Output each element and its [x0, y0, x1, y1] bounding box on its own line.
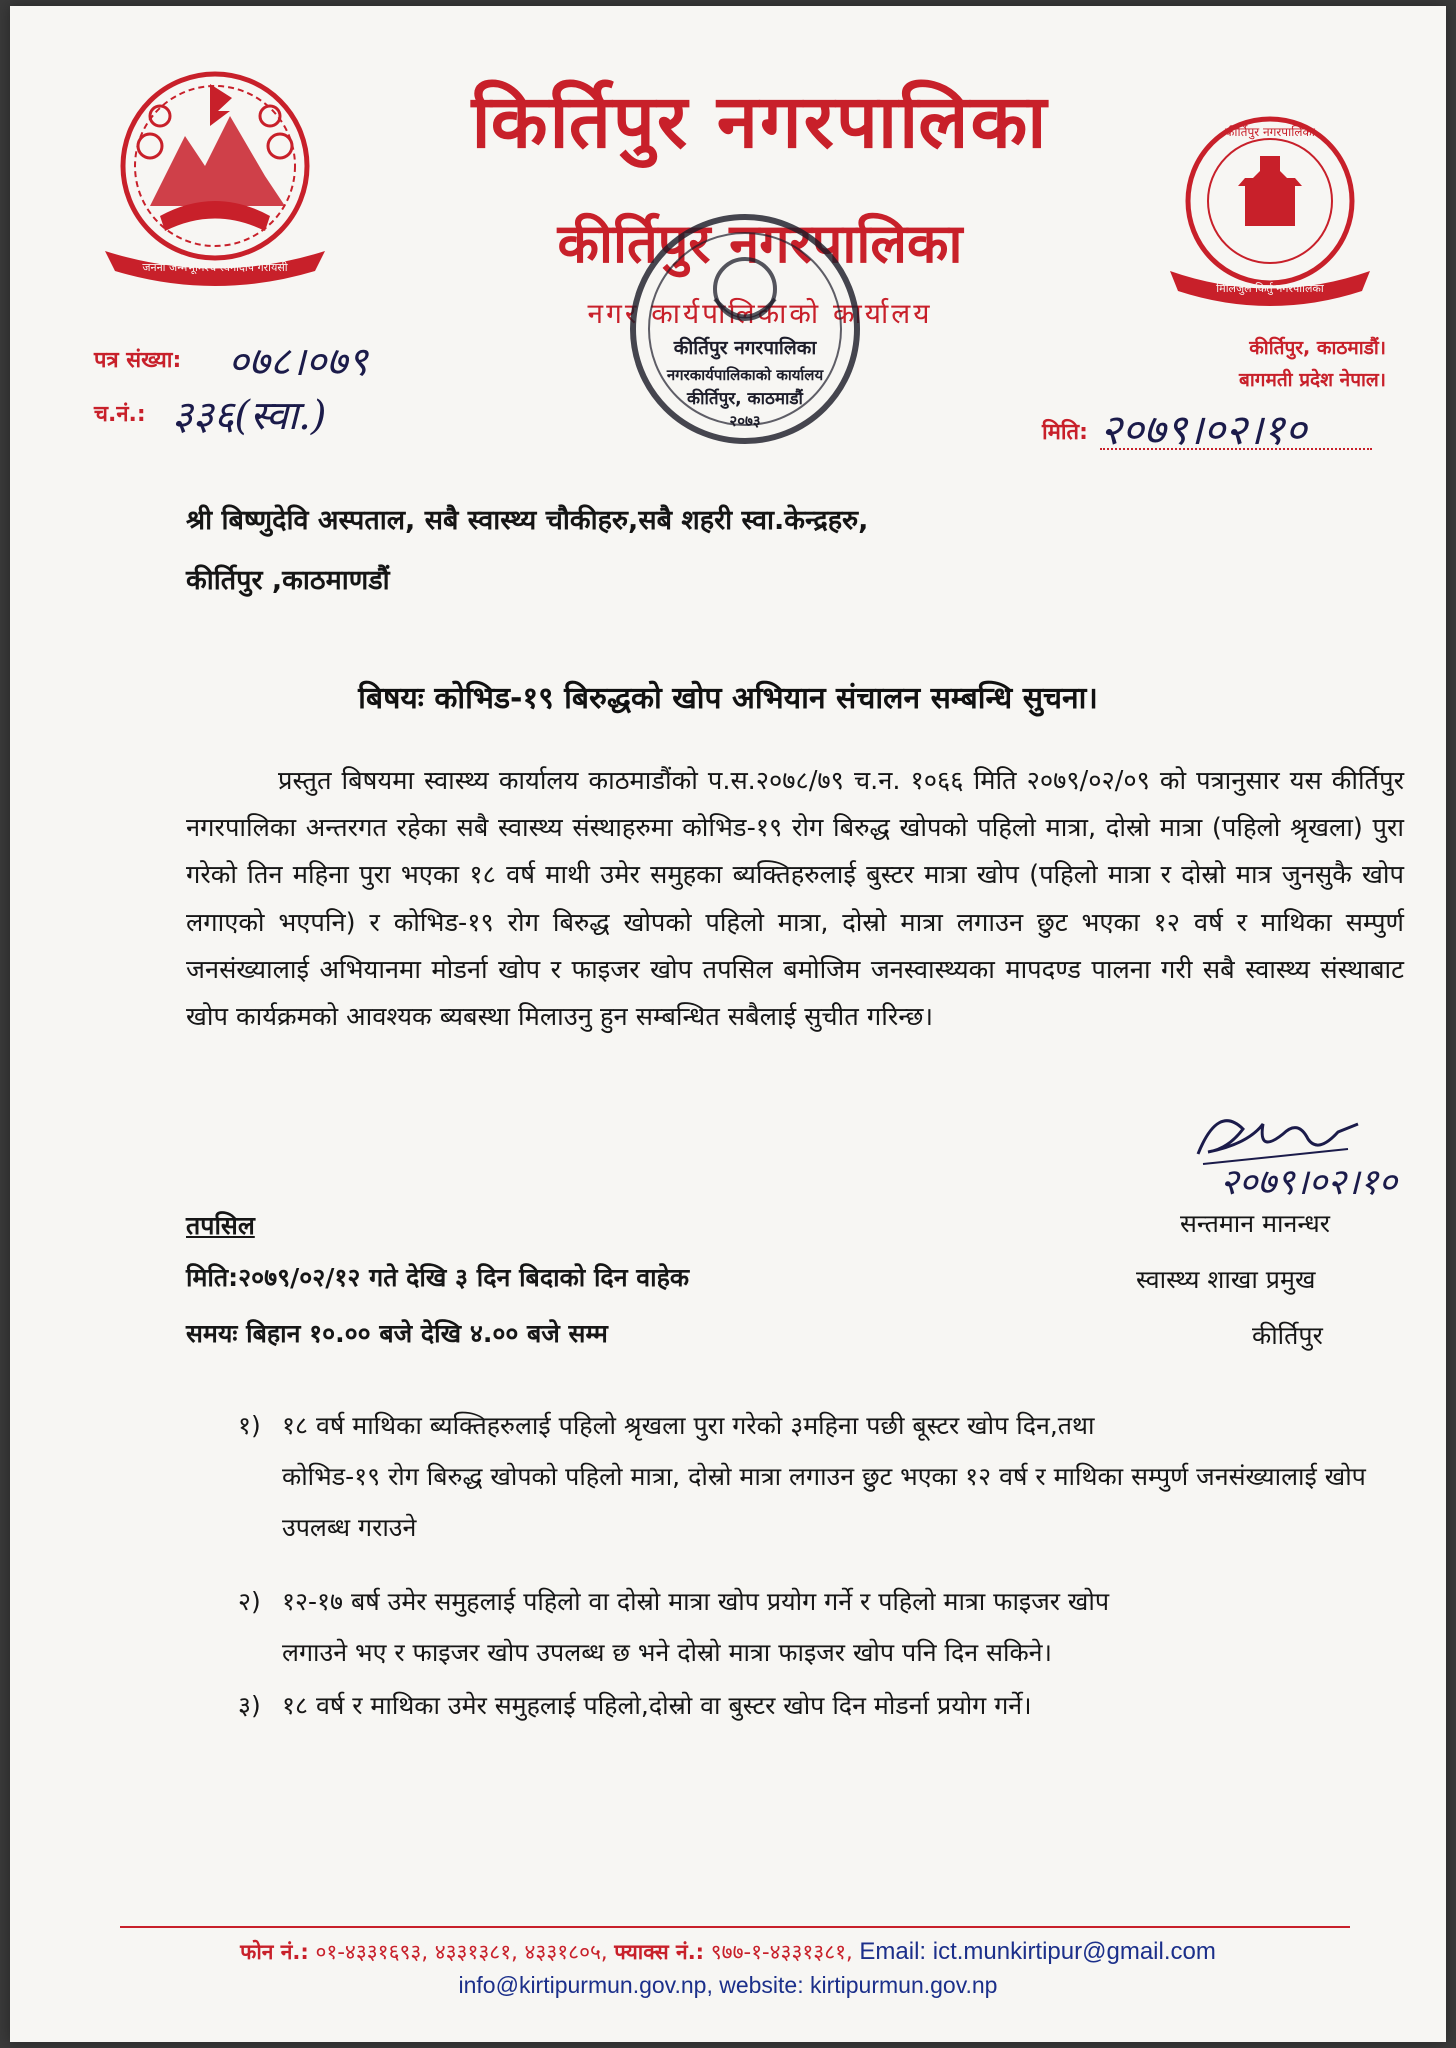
notice-body: प्रस्तुत बिषयमा स्वास्थ्य कार्यालय काठमाडौंको प.स.२०७८/७९ च.न. १०६६ मिति २०७९/०२/०९ को पत्रानुसार यस कीर्तिपुर नगरपालिका अन्तरगत रहेका सबै स्वास्थ्य संस्थाहरुमा कोभिड-१९ रोग बिरुद्ध खोपको पहिलो मात्रा, दोस्रो मात्रा (पहिलो श्रृखला) पुरा गरेको तिन महिना पुरा भएका १८ वर्ष माथी उमेर समुहका ब्यक्तिहरुलाई बुस्टर मात्रा खोप (पहिलो मात्रा र दोस्रो मात्र जुनसुकै खोप लगाएको भएपनि) र कोभिड-१९ रोग बिरुद्ध खोपको पहिलो मात्रा, दोस्रो मात्रा लगाउन छुट भएका १२ वर्ष र माथिका सम्पुर्ण जनसंख्यालाई अभियानमा मोडर्ना खोप र फाइजर खोप तपसिल बमोजिम जनस्वास्थ्यका मापदण्ड पालना गरी सबै स्वास्थ्य संस्थाबाट खोप कार्यक्रमको आवश्यक ब्यबस्था मिलाउनु हुन सम्बन्धित सबैलाई सुचीत गरिन्छ।: [186, 766, 1404, 1033]
schedule-heading: तपसिल: [186, 1211, 255, 1240]
logo-ring-text: कीर्तिपुर नगरपालिका: [1225, 125, 1315, 139]
kirtipur-municipality-logo-icon: [1150, 106, 1390, 316]
phone-value: ०१-४३३१६९३, ४३३१३८१, ४३३१८०५,: [315, 1940, 608, 1964]
dispatch-number-value: ३३६(स्वा.): [172, 393, 327, 439]
letter-page: [10, 6, 1446, 2042]
address-line-2: बागमती प्रदेश नेपाल।: [1239, 369, 1386, 391]
letter-number-label: पत्र संख्या:: [94, 348, 182, 373]
footer-contact-line: [10, 1938, 1446, 1966]
list-item-continuation: लगाउने भए र फाइजर खोप उपलब्ध छ भने दोस्रो मात्रा फाइजर खोप पनि दिन सकिने।: [282, 1638, 1053, 1667]
list-item-number: २): [238, 1587, 261, 1616]
list-item-number: १): [238, 1411, 261, 1440]
dispatch-number-label: च.नं.:: [94, 402, 146, 427]
letterhead-address: [1239, 332, 1386, 396]
municipality-subtitle: कीर्तिपुर नगरपालिका: [557, 212, 963, 275]
schedule-time: समयः बिहान १०.०० बजे देखि ४.०० बजे सम्म: [186, 1319, 608, 1348]
signatory-name: सन्तमान मानन्धर: [1180, 1209, 1330, 1238]
footer-web-line[interactable]: info@kirtipurmun.gov.np, website: kirtipurmun.gov.np: [458, 1972, 998, 1998]
logo-ribbon-text: मिलिजुल किर्तु नगरपालिका: [1216, 282, 1324, 295]
list-item: [238, 1400, 1406, 1553]
list-item-text: १२-१७ बर्ष उमेर समुहलाई पहिलो वा दोस्रो मात्रा खोप प्रयोग गर्ने र पहिलो मात्रा फाइजर खोप: [282, 1587, 1110, 1616]
seal-line-2: नगरकार्यपालिकाको कार्यालय: [666, 366, 824, 384]
recipient-line-1: श्री बिष्णुदेवि अस्पताल, सबै स्वास्थ्य चौकीहरु,सबै शहरी स्वा.केन्द्रहरु,: [186, 505, 869, 536]
list-item-text: १८ वर्ष र माथिका उमेर समुहलाई पहिलो,दोस्रो वा बुस्टर खोप दिन मोडर्ना प्रयोग गर्ने।: [282, 1691, 1032, 1720]
letter-number-value: ०७८।०७९: [228, 339, 368, 385]
date-value: २०७९।०२।१०: [1100, 405, 1307, 454]
list-item: [238, 1680, 1406, 1731]
date-label: मिति:: [1042, 420, 1088, 445]
seal-line-1: कीर्तिपुर नगरपालिका: [673, 337, 817, 359]
seal-line-3: कीर्तिपुर, काठमाडौं: [687, 389, 803, 409]
signature-date: २०७९।०२।१०: [1220, 1162, 1398, 1203]
fax-label: फ्याक्स नं.:: [614, 1940, 705, 1964]
list-item-text: १८ वर्ष माथिका ब्यक्तिहरुलाई पहिलो श्रृखला पुरा गरेको ३महिना पछी बूस्टर खोप दिन,तथा: [282, 1411, 1095, 1440]
footer-divider: [120, 1926, 1350, 1928]
list-item: [238, 1576, 1406, 1678]
list-item-number: ३): [238, 1691, 261, 1720]
list-item-continuation: कोभिड-१९ रोग बिरुद्ध खोपको पहिलो मात्रा, दोस्रो मात्रा लगाउन छुट भएका १२ वर्ष र माथिका सम्पुर्ण जनसंख्यालाई खोप उपलब्ध गराउने: [282, 1462, 1366, 1542]
office-seal-icon: [620, 204, 870, 454]
recipient-line-2: कीर्तिपुर ,काठमाणडौं: [186, 565, 390, 596]
signatory-place: कीर्तिपुर: [1252, 1321, 1323, 1350]
subject-line: बिषयः कोभिड-१९ बिरुद्धको खोप अभियान संचालन सम्बन्धि सुचना।: [358, 681, 1098, 716]
nepal-government-emblem-icon: [90, 56, 340, 296]
signatory-title: स्वास्थ्य शाखा प्रमुख: [1136, 1265, 1316, 1294]
seal-year: २०७३: [729, 412, 761, 430]
office-name: नगर कार्यपालिकाको कार्यालय: [587, 297, 933, 330]
date-dotted-line: [1100, 448, 1372, 450]
fax-value: ९७७-१-४३३१३८१,: [710, 1940, 853, 1964]
schedule-date: मिति:२०७९/०२/१२ गते देखि ३ दिन बिदाको दिन वाहेक: [186, 1263, 690, 1292]
municipality-title: किर्तिपुर नगरपालिका: [471, 79, 1049, 165]
address-line-1: कीर्तिपुर, काठमाडौं।: [1249, 337, 1386, 359]
email-link[interactable]: Email: ict.munkirtipur@gmail.com: [859, 1938, 1216, 1965]
emblem-motto: जननी जन्मभूमिश्च स्वर्गादपि गरीयसी: [142, 261, 288, 274]
phone-label: फोन नं.:: [240, 1940, 309, 1964]
